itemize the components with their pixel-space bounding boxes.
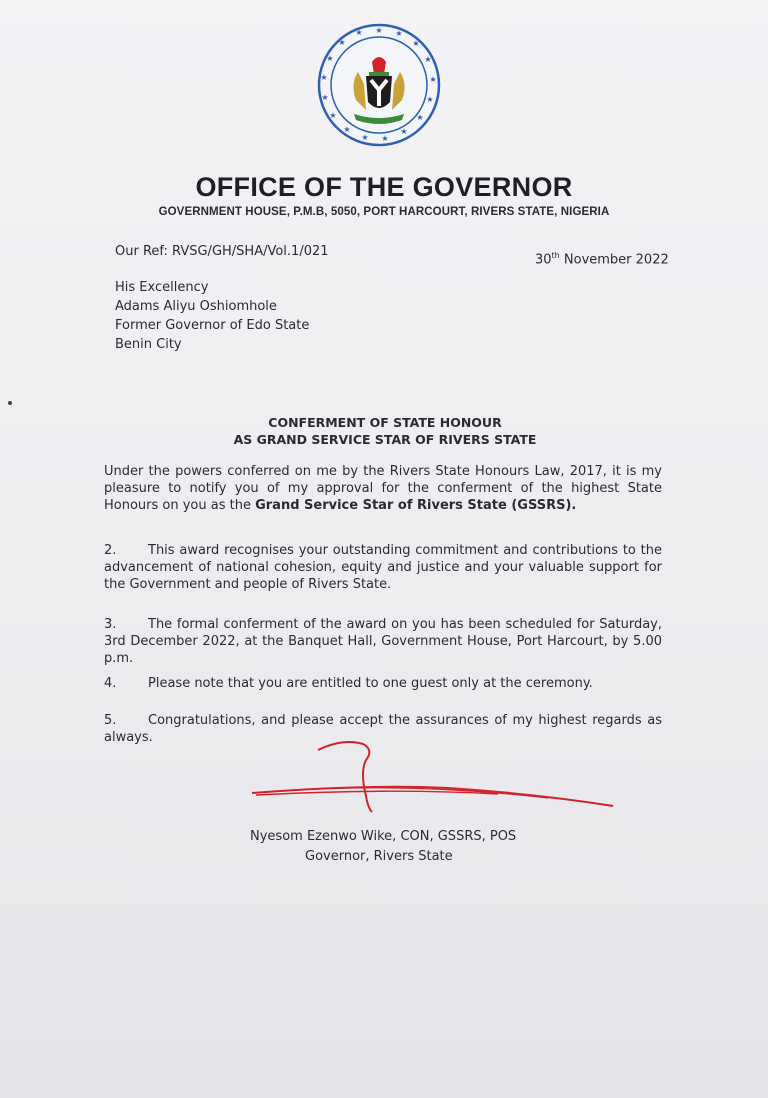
office-address: GOVERNMENT HOUSE, P.M.B, 5050, PORT HARCOURT, RIVERS STATE, NIGERIA	[158, 206, 610, 218]
signatory-title: Governor, Rivers State	[305, 849, 453, 864]
svg-text:★: ★	[326, 54, 334, 63]
recipient-line: Former Governor of Edo State	[115, 318, 310, 333]
signatory-name: Nyesom Ezenwo Wike, CON, GSSRS, POS	[250, 829, 517, 844]
recipient-address	[115, 278, 309, 354]
office-title: OFFICE OF THE GOVERNOR	[195, 172, 573, 202]
svg-text:★: ★	[375, 26, 383, 35]
svg-text:★: ★	[320, 73, 328, 82]
recipient-line: His Excellency	[115, 280, 209, 295]
svg-text:★: ★	[416, 113, 424, 122]
svg-text:★: ★	[355, 28, 363, 37]
subject-heading: CONFERMENT OF STATE HONOUR AS GRAND SERVICE STAR OF RIVERS STATE	[233, 415, 537, 447]
stray-mark	[8, 401, 12, 405]
svg-text:★: ★	[412, 39, 420, 48]
svg-text:★: ★	[424, 55, 432, 64]
letter-date: 30th November 2022	[535, 251, 669, 268]
paragraph-4: 4. Please note that you are entitled to one guest only at the ceremony.	[104, 676, 593, 691]
recipient-line: Adams Aliyu Oshiomhole	[115, 299, 277, 314]
svg-text:★: ★	[338, 38, 346, 47]
svg-text:★: ★	[426, 95, 434, 104]
paragraph-1: Under the powers conferred on me by the Rivers State Honours Law, 2017, it is my pleasure to notify you of my approval for the conferment of the highest State Honours on you as the Grand Service Star of Rivers State (GSSRS).	[104, 464, 662, 513]
state-crest-icon	[314, 22, 444, 148]
recipient-line: Benin City	[115, 337, 182, 352]
paragraph-5: 5. Congratulations, and please accept the assurances of my highest regards as always.	[104, 713, 662, 745]
reference-number: Our Ref: RVSG/GH/SHA/Vol.1/021	[115, 244, 329, 259]
svg-text:★: ★	[361, 133, 369, 142]
svg-text:★: ★	[400, 127, 408, 136]
paragraph-2: 2. This award recognises your outstanding commitment and contributions to the advancement of national cohesion, equity and justice and your valuable support for the Government and people of Rivers State.	[104, 543, 662, 592]
svg-text:★: ★	[429, 75, 437, 84]
signature-icon	[248, 738, 618, 818]
svg-text:★: ★	[321, 93, 329, 102]
svg-text:★: ★	[329, 111, 337, 120]
svg-text:★: ★	[395, 29, 403, 38]
svg-text:★: ★	[343, 125, 351, 134]
svg-text:★: ★	[381, 134, 389, 143]
paragraph-3: 3. The formal conferment of the award on you has been scheduled for Saturday, 3rd December 2022, at the Banquet Hall, Government House, Port Harcourt, by 5.00 p.m.	[104, 617, 662, 666]
